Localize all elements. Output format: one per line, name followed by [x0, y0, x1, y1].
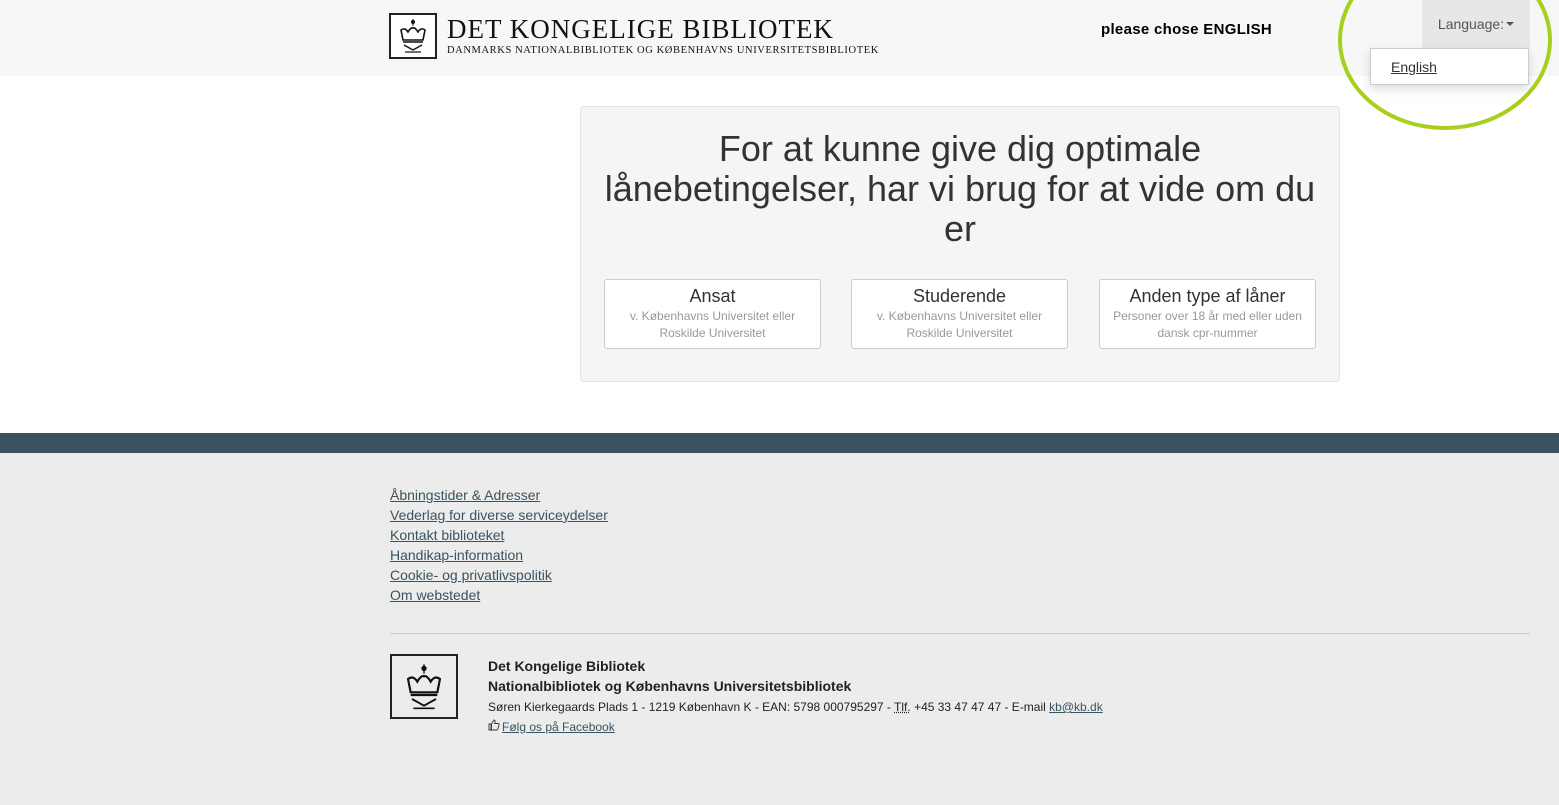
phone-text: +45 33 47 47 47 - E-mail	[914, 700, 1046, 714]
choice-description: Personer over 18 år med eller uden dansk cpr-nummer	[1113, 309, 1302, 340]
thumbs-up-icon	[488, 719, 500, 735]
choice-title: Ansat	[689, 286, 736, 306]
language-dropdown-toggle[interactable]	[1422, 0, 1530, 48]
footer-link-about[interactable]: Om webstedet	[390, 587, 481, 603]
footer-link-cookie[interactable]: Cookie- og privatlivspolitik	[390, 567, 552, 583]
language-note: please chose ENGLISH	[1101, 21, 1273, 38]
org-subname: Nationalbibliotek og Københavns Universitetsbibliotek	[488, 678, 852, 694]
footer-links	[390, 485, 608, 605]
choice-anden-button[interactable]	[1099, 279, 1316, 349]
language-label: Language:	[1437, 16, 1505, 32]
crown-icon	[389, 13, 437, 59]
footer-link-hours[interactable]: Åbningstider & Adresser	[390, 487, 541, 503]
footer-divider	[390, 633, 1530, 634]
org-address	[488, 699, 1103, 715]
choice-studerende-button[interactable]	[851, 279, 1068, 349]
site-footer	[0, 453, 1559, 805]
facebook-row	[488, 719, 1103, 735]
address-text: Søren Kierkegaards Plads 1 - 1219 København K - EAN: 5798 000795297 -	[488, 700, 891, 714]
choice-description: v. Københavns Universitet eller Roskilde Universitet	[629, 309, 796, 340]
borrower-type-panel	[580, 106, 1340, 382]
footer-link-contact[interactable]: Kontakt biblioteket	[390, 527, 505, 543]
phone-label: Tlf.	[894, 700, 911, 714]
site-header	[0, 0, 1559, 76]
language-option-english[interactable]: English	[1391, 59, 1437, 75]
footer-contact-info	[488, 656, 1103, 735]
logo-subtitle: DANMARKS NATIONALBIBLIOTEK OG KØBENHAVNS UNIVERSITETSBIBLIOTEK	[447, 45, 879, 56]
choice-description: v. Københavns Universitet eller Roskilde Universitet	[876, 309, 1043, 340]
footer-bar	[0, 433, 1559, 453]
borrower-choices	[604, 279, 1316, 349]
email-link[interactable]: kb@kb.dk	[1049, 700, 1103, 714]
logo-title: DET KONGELIGE BIBLIOTEK	[447, 14, 834, 44]
crown-icon	[390, 654, 458, 719]
choice-title: Studerende	[912, 286, 1007, 306]
footer-link-fees[interactable]: Vederlag for diverse serviceydelser	[390, 507, 608, 523]
org-name: Det Kongelige Bibliotek	[488, 658, 646, 674]
caret-down-icon	[1506, 22, 1514, 26]
facebook-link[interactable]: Følg os på Facebook	[502, 720, 615, 734]
logo-text	[447, 13, 879, 57]
panel-heading: For at kunne give dig optimale lånebetingelser, har vi brug for at vide om du er	[604, 128, 1316, 249]
choice-ansat-button[interactable]	[604, 279, 821, 349]
language-menu	[1370, 48, 1529, 85]
footer-link-accessibility[interactable]: Handikap-information	[390, 547, 524, 563]
choice-title: Anden type af låner	[1129, 286, 1286, 306]
site-logo[interactable]	[389, 13, 879, 59]
